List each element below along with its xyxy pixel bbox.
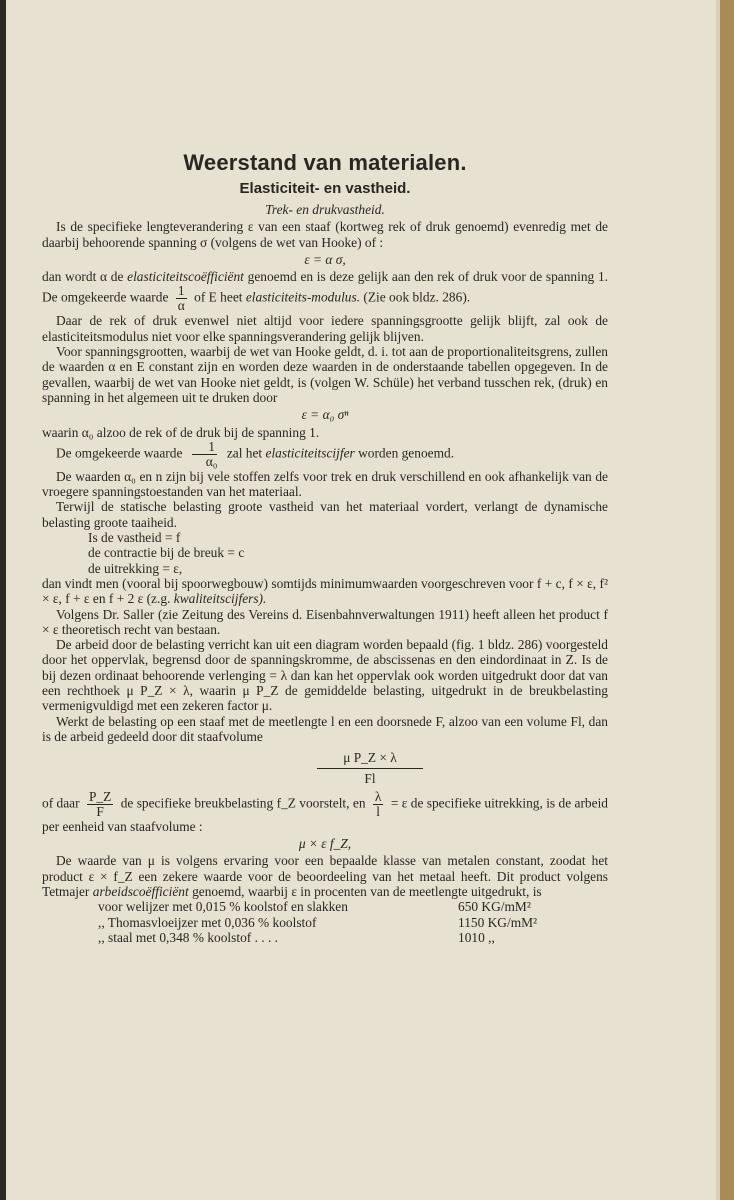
text: of E heet (194, 290, 243, 306)
book-spine (720, 0, 734, 1200)
fraction-num: 1 (192, 440, 217, 455)
table-cell: 650 KG/mM² (458, 899, 531, 915)
table-row (42, 899, 608, 914)
formula-2: ε = α₀ σⁿ (301, 407, 349, 423)
paragraph-14 (42, 853, 608, 899)
table-cell: 1010 ,, (458, 929, 495, 945)
paragraph-3: Daar de rek of druk evenwel niet altijd voor iedere spanningsgrootte gelijk blijft, zal ook de elasticiteitsmodulus niet voor elke spanningsverandering gelijk blijven. (42, 313, 608, 344)
list-item: de contractie bij de breuk = c (88, 545, 245, 561)
text: = ε de specifieke uitrekking, is de arbeid per eenheid van staafvolume : (42, 795, 608, 834)
fraction-num: λ (374, 788, 382, 804)
table-cell: ,, staal met 0,348 % koolstof . . . . (98, 929, 279, 945)
page-title: Weerstand van materialen. (183, 150, 467, 175)
table-cell: voor welijzer met 0,015 % koolstof en slakken (98, 899, 348, 915)
text: zal het (226, 445, 263, 461)
term: arbeidscoëfficiënt (92, 883, 189, 899)
table-row (42, 930, 608, 945)
term: elasticiteitscoëfficiënt (127, 269, 244, 285)
paragraph-13 (42, 790, 608, 834)
paragraph-7: De waarden α₀ en n zijn bij vele stoffen zelfs voor trek en druk verschillend en ook afhankelijk van de vroegere spanningstoestanden van het materiaal. (42, 468, 608, 500)
fraction-den: Fl (364, 770, 376, 786)
table-row (42, 915, 608, 930)
text: (Zie ook bldz. 286). (363, 290, 471, 306)
section-title: Elasticiteit- en vastheid. (239, 180, 411, 197)
table-cell: ,, Thomasvloeijzer met 0,036 % koolstof (98, 914, 317, 930)
table-cell: 1150 KG/mM² (458, 914, 538, 930)
fraction-den: F (96, 803, 104, 819)
fraction-num: 1 (177, 283, 185, 299)
paragraph-8: Terwijl de statische belasting groote vastheid van het materiaal vordert, verlangt de dynamische belasting groote taaiheid. (42, 499, 608, 530)
paragraph-9 (42, 576, 608, 607)
book-page (6, 0, 720, 1200)
fraction (373, 790, 384, 819)
list-item: Is de vastheid = f (88, 530, 181, 546)
formula-3 (42, 750, 608, 786)
paragraph-6 (42, 440, 608, 469)
text: genoemd, waarbij ε in procenten van de meetlengte uitgedrukt, is (192, 883, 542, 899)
list-item: de uitrekking = ε, (88, 560, 183, 576)
page-content (42, 150, 608, 945)
text: dan vindt men (vooral bij spoorwegbouw) somtijds minimumwaarden voorgeschreven voor f + c, f × ε, f² × ε, f + ε en f + 2 ε (z.g. (42, 575, 608, 607)
fraction (87, 790, 113, 819)
text: of daar (42, 795, 80, 811)
fraction-den: l (376, 803, 381, 819)
text: worden genoemd. (358, 445, 455, 461)
text: genoemd en is deze gelijk aan den rek of druk voor de spanning 1. De omgekeerde waarde (42, 269, 608, 306)
paragraph-12: Werkt de belasting op een staaf met de meetlengte l en een doorsnede F, alzoo van een volume Fl, dan is de arbeid gedeeld door dit staafvolume (42, 713, 608, 744)
term: elasticiteits-modulus. (245, 290, 361, 306)
fraction (176, 284, 187, 313)
fraction-num: μ P_Z × λ (317, 750, 423, 768)
fraction-den: α₀ (205, 453, 218, 469)
paragraph-5: waarin α₀ alzoo de rek of de druk bij de spanning 1. (42, 424, 320, 440)
term: elasticiteitscijfer (265, 445, 355, 461)
fraction (190, 440, 220, 469)
paragraph-2 (42, 269, 608, 313)
fraction-den: α (177, 298, 185, 314)
paragraph-4: Voor spanningsgrootten, waarbij de wet van Hooke geldt, d. i. tot aan de proportionaliteitsgrens, zullen de waarden α en E constant zijn en worden deze waarden in de onderstaande tabellen opgegeven. In de gevallen, waarbij de wet van Hooke niet geldt, is (volgen W. Schüle) het verband tusschen rek, (druk) en spanning in het algemeen uit te druken door (42, 344, 608, 405)
text: dan wordt α de (42, 269, 124, 285)
formula-1: ε = α σ, (304, 251, 346, 267)
formula-4: μ × ε f_Z, (298, 836, 352, 852)
text: de specifieke breukbelasting f_Z voorstelt, en (120, 795, 366, 811)
text: De omgekeerde waarde (56, 445, 183, 461)
subsection-title: Trek- en drukvastheid. (265, 202, 385, 217)
paragraph-1: Is de specifieke lengteverandering ε van een staaf (kortweg rek of druk genoemd) evenredig met de daarbij behoorende spanning σ (volgens de wet van Hooke) of : (42, 219, 608, 250)
text: De waarde van μ is volgens ervaring voor een bepaalde klasse van metalen constant, zoodat het product ε × f_Z een zekere waarde voor de beoordeeling van het metaal heeft. Dit product volgens Tetmajer (42, 853, 608, 899)
term: kwaliteitscijfers). (173, 591, 267, 607)
paragraph-11: De arbeid door de belasting verricht kan uit een diagram worden bepaald (fig. 1 bldz. 286) voorgesteld door het oppervlak, begrensd door de spanningskromme, de abscissenas en den eindordinaat in Z. Is de bij dezen ordinaat behoorende verlenging = λ dan kan het oppervlak ook worden uitgedrukt door dat van een rechthoek μ P_Z × λ, waarin μ P_Z de gemiddelde belasting, uitgedrukt in de breukbelasting vermenigvuldigd met een zekeren factor μ. (42, 637, 608, 714)
fraction-num: P_Z (88, 788, 112, 804)
paragraph-10: Volgens Dr. Saller (zie Zeitung des Vereins d. Eisenbahnverwaltungen 1911) heeft alleen het product f × ε theoretisch recht van bestaan. (42, 606, 608, 637)
